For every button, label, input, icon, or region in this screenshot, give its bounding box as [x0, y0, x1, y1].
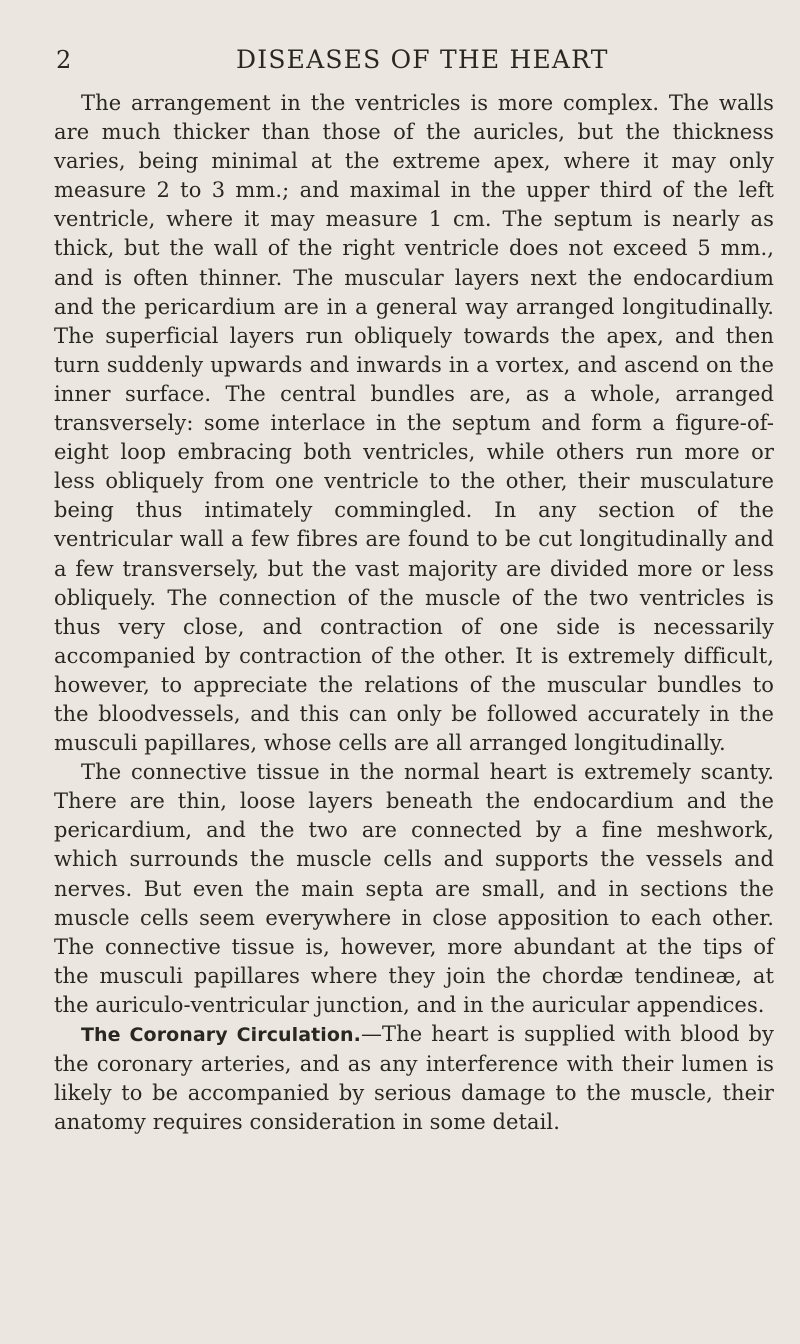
paragraph-coronary-circulation — [54, 1020, 774, 1137]
running-title: DISEASES OF THE HEART — [236, 45, 609, 74]
section-text: —The heart is supplied with blood by the coronary arteries, and as any interference with their lumen is likely to be accompanied by serious damage to the muscle, their anatomy requires consideration in some detail. — [54, 1022, 774, 1135]
page-number: 2 — [56, 46, 72, 74]
page-header — [0, 40, 800, 80]
body-text — [54, 89, 774, 1137]
section-heading: The Coronary Circulation. — [81, 1024, 361, 1046]
paragraph-connective-tissue: The connective tissue in the normal heart is extremely scanty. There are thin, loose layers beneath the endocardium and the pericardium, and the two are connected by a fine meshwork, which surrounds the muscle cells and supports the vessels and nerves. But even the main septa are small, and in sections the muscle cells seem everywhere in close apposition to each other. The connective tissue is, however, more abundant at the tips of the musculi papillares where they join the chordæ tendineæ, at the auriculo-ventricular junction, and in the auricular appendices. — [54, 760, 774, 1017]
paragraph-ventricle-arrangement: The arrangement in the ventricles is more complex. The walls are much thicker than those of the auricles, but the thickness varies, being minimal at the extreme apex, where it may only measure 2 to 3 mm.; and maximal in the upper third of the left ventricle, where it may measure 1 cm. The septum is nearly as thick, but the wall of the right ventricle does not exceed 5 mm., and is often thinner. The muscular layers next the endocardium and the pericardium are in a general way arranged longitudinally. The superficial layers run obliquely towards the apex, and then turn suddenly upwards and inwards in a vortex, and ascend on the inner surface. The central bundles are, as a whole, arranged transversely: some interlace in the septum and form a figure-of-eight loop embracing both ventricles, while others run more or less obliquely from one ventricle to the other, their musculature being thus intimately commingled. In any section of the ventricular wall a few fibres are found to be cut longitudinally and a few transversely, but the vast majority are divided more or less obliquely. The connection of the muscle of the two ventricles is thus very close, and contraction of one side is necessarily accompanied by contraction of the other. It is extremely difficult, however, to appreciate the relations of the muscular bundles to the bloodvessels, and this can only be followed accurately in the musculi papillares, whose cells are all arranged longitudinally. — [54, 91, 774, 756]
